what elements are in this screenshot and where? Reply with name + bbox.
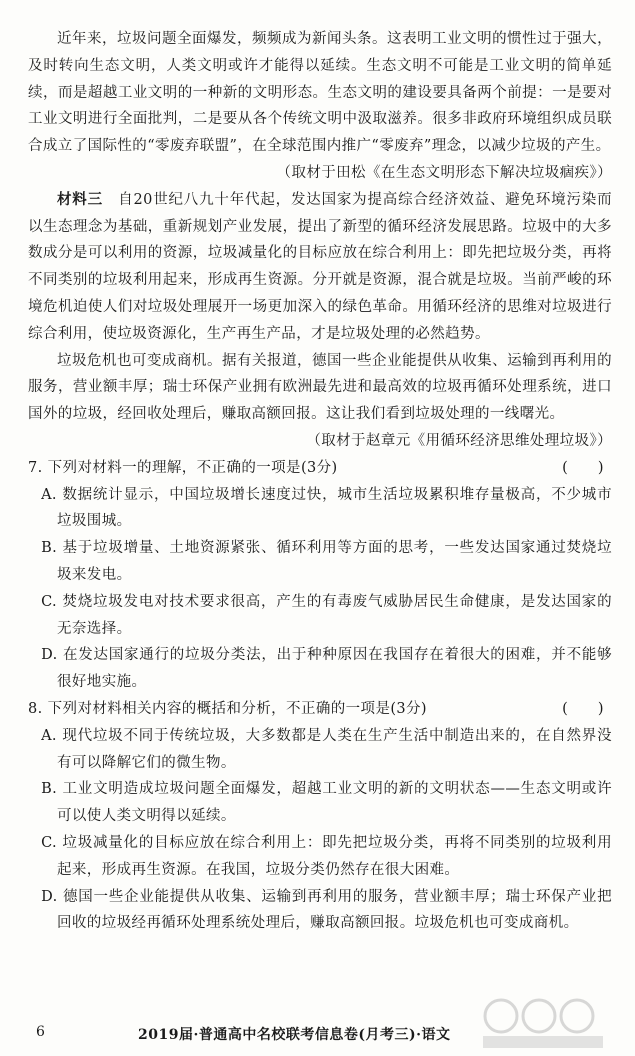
question-7-option-b: B. 基于垃圾增量、土地资源紧张、循环利用等方面的思考，一些发达国家通过焚烧垃圾来发电。 — [41, 540, 612, 583]
page-number: 6 — [36, 1024, 45, 1040]
question-7-stem: 7. 下列对材料一的理解，不正确的一项是(3分) — [28, 459, 338, 476]
intro-paragraph: 近年来，垃圾问题全面爆发，频频成为新闻头条。这表明工业文明的惯性过于强大，及时转向生态文明，人类文明或许才能得以延续。生态文明不可能是工业文明的简单延续，而是超越工业文明的一种新的文明形态。生态文明的建设要具备两个前提：一是要对工业文明进行全面批判，二是要从各个传统文明中汲取滋养。很多非政府环境组织成员联合成立了国际性的“零废弃联盟”，在全球范围内推广“零废弃”理念，以减少垃圾的产生。 — [28, 31, 612, 155]
page-content — [28, 26, 612, 937]
question-8-option-b: B. 工业文明造成垃圾问题全面爆发，超越工业文明的新的文明状态——生态文明或许可以使人类文明得以延续。 — [41, 781, 612, 825]
question-8-option-a: A. 现代垃圾不同于传统垃圾，大多数都是人类在生产生活中制造出来的，在自然界没有可以降解它们的微生物。 — [41, 727, 612, 771]
watermark-logo — [479, 996, 629, 1052]
question-7-option-c: C. 焚烧垃圾发电对技术要求很高，产生的有毒废气威胁居民生命健康，是发达国家的无奈选择。 — [41, 593, 612, 637]
material3-paragraph-1-text: 自20世纪八九十年代起，发达国家为提高综合经济效益、避免环境污染而以生态理念为基础，重新规划产业发展，提出了新型的循环经济发展思路。垃圾中的大多数成分是可以利用的资源，垃圾减量化的目标应放在综合利用上：即先把垃圾分类，再将不同类别的垃圾利用起来，形成再生资源。分开就是资源，混合就是垃圾。当前严峻的环境危机迫使人们对垃圾处理展开一场更加深入的绿色革命。用循环经济的思维对垃圾进行综合利用，使垃圾资源化，生产再生产品，才是垃圾处理的必然趋势。 — [28, 191, 612, 342]
question-8-answer-blank: ( ) — [562, 700, 604, 717]
footer-title: 2019届·普通高中名校联考信息卷(月考三)·语文 — [138, 1027, 451, 1043]
question-8 — [28, 696, 612, 937]
question-8-stem: 8. 下列对材料相关内容的概括和分析，不正确的一项是(3分) — [28, 700, 427, 717]
question-7-answer-blank: ( ) — [562, 459, 604, 476]
question-7-option-a: A. 数据统计显示，中国垃圾增长速度过快，城市生活垃圾累积堆存量极高，不少城市垃圾围城。 — [41, 486, 612, 530]
source-citation-2: （取材于赵章元《用循环经济思维处理垃圾》） — [306, 432, 612, 449]
question-7-stem-line — [28, 455, 612, 482]
question-8-stem-line — [28, 696, 612, 723]
question-8-option-c: C. 垃圾减量化的目标应放在综合利用上：即先把垃圾分类，再将不同类别的垃圾利用起来，形成再生资源。在我国，垃圾分类仍然存在很大困难。 — [41, 834, 612, 878]
source-citation-1: （取材于田松《在生态文明形态下解决垃圾痼疾》） — [276, 164, 612, 181]
question-7-option-d: D. 在发达国家通行的垃圾分类法，出于种种原因在我国存在着很大的困难，并不能够很好地实施。 — [41, 647, 612, 691]
material3-paragraph-2: 垃圾危机也可变成商机。据有关报道，德国一些企业能提供从收集、运输到再利用的服务，营业额丰厚；瑞士环保产业拥有欧洲最先进和最高效的垃圾再循环处理系统，进口国外的垃圾，经回收处理后，赚取高额回报。这让我们看到垃圾处理的一线曙光。 — [28, 352, 612, 423]
material3-paragraph-1 — [28, 187, 612, 348]
material3-title: 材料三 — [57, 191, 103, 208]
question-7 — [28, 455, 612, 696]
question-8-option-d: D. 德国一些企业能提供从收集、运输到再利用的服务，营业额丰厚；瑞士环保产业把回收的垃圾经再循环处理系统处理后，赚取高额回报。垃圾危机也可变成商机。 — [41, 888, 612, 932]
